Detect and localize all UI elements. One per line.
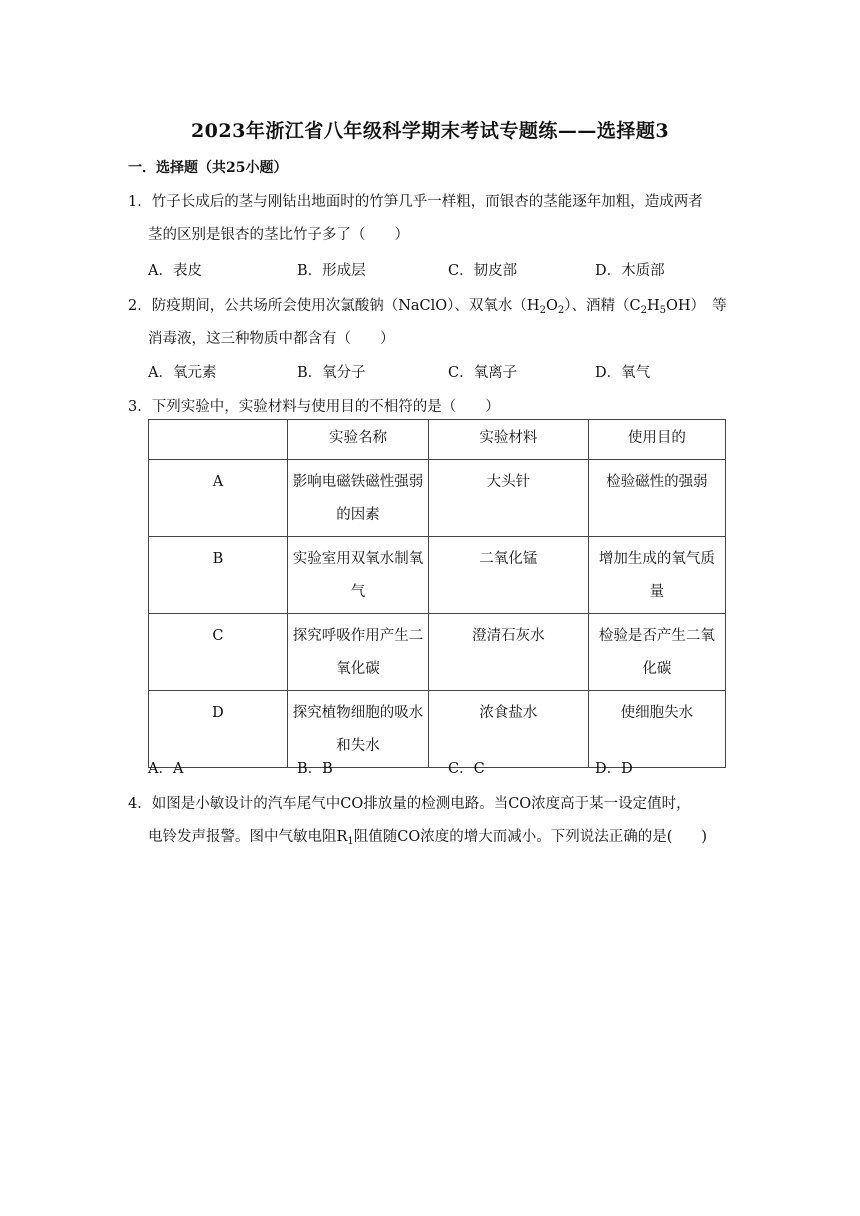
q2-subscript: 2 bbox=[557, 305, 565, 316]
q2-option-c: C．氧离子 bbox=[448, 365, 518, 381]
q2-option-d: D．氧气 bbox=[595, 365, 651, 381]
q2-text-part: 2．防疫期间，公共场所会使用次氯酸钠（NaClO）、双氧水（H bbox=[128, 298, 540, 314]
q4-subscript: 1 bbox=[347, 836, 354, 847]
q2-text-part: ）、酒精（C bbox=[564, 298, 641, 314]
q3-option-a: A．A bbox=[148, 761, 184, 777]
q3-line1: 3．下列实验中，实验材料与使用目的不相符的是（ ） bbox=[128, 399, 500, 415]
table-header-cell: 实验名称 bbox=[287, 420, 428, 460]
table-header-row bbox=[149, 420, 726, 460]
table-header-cell: 使用目的 bbox=[588, 420, 725, 460]
table-cell-purpose: 增加生成的氧气质量 bbox=[588, 537, 725, 614]
table-cell-material: 澄清石灰水 bbox=[428, 614, 588, 691]
q2-text-part: H bbox=[646, 298, 660, 314]
table-cell-label: C bbox=[149, 614, 288, 691]
table-cell-label: D bbox=[149, 691, 288, 768]
q4-line2 bbox=[148, 825, 707, 846]
table-row bbox=[149, 614, 726, 691]
q1-line2: 茎的区别是银杏的茎比竹子多了（ ） bbox=[148, 227, 409, 243]
q4-line1: 4．如图是小敏设计的汽车尾气中CO排放量的检测电路。当CO浓度高于某一设定值时， bbox=[128, 796, 691, 812]
page-title: 2023年浙江省八年级科学期末考试专题练——选择题3 bbox=[190, 120, 670, 142]
table-cell-material: 浓食盐水 bbox=[428, 691, 588, 768]
table-header-cell bbox=[149, 420, 288, 460]
table-cell-purpose: 检验磁性的强弱 bbox=[588, 460, 725, 537]
q1-option-d: D．木质部 bbox=[595, 263, 665, 279]
table-cell-material: 二氧化锰 bbox=[428, 537, 588, 614]
table-cell-name: 探究植物细胞的吸水和失水 bbox=[287, 691, 428, 768]
q4-text-part: 电铃发声报警。图中气敏电阻R bbox=[148, 829, 348, 845]
table-cell-label: A bbox=[149, 460, 288, 537]
q2-line2: 消毒液，这三种物质中都含有（ ） bbox=[148, 331, 395, 347]
table-row bbox=[149, 460, 726, 537]
q2-subscript: 5 bbox=[659, 305, 666, 316]
q1-option-b: B．形成层 bbox=[297, 263, 366, 279]
q1-line1: 1．竹子长成后的茎与刚钻出地面时的竹笋几乎一样粗，而银杏的茎能逐年加粗，造成两者 bbox=[128, 194, 703, 210]
q1-option-c: C．韧皮部 bbox=[448, 263, 518, 279]
q2-text-part: OH） 等 bbox=[665, 298, 727, 314]
table-cell-name: 影响电磁铁磁性强弱的因素 bbox=[287, 460, 428, 537]
q2-subscript: 2 bbox=[640, 305, 647, 316]
table-row bbox=[149, 537, 726, 614]
table-cell-name: 探究呼吸作用产生二氧化碳 bbox=[287, 614, 428, 691]
section-heading: 一．选择题（共25小题） bbox=[128, 160, 288, 176]
q3-option-c: C．C bbox=[448, 761, 485, 777]
table-cell-material: 大头针 bbox=[428, 460, 588, 537]
q2-text-part: O bbox=[545, 298, 558, 314]
table-cell-purpose: 使细胞失水 bbox=[588, 691, 725, 768]
q3-option-b: B．B bbox=[297, 761, 333, 777]
table-header-cell: 实验材料 bbox=[428, 420, 588, 460]
q3-option-d: D．D bbox=[595, 761, 633, 777]
table-cell-purpose: 检验是否产生二氧化碳 bbox=[588, 614, 725, 691]
q1-option-a: A．表皮 bbox=[148, 263, 202, 279]
q2-subscript: 2 bbox=[539, 305, 546, 316]
table-row bbox=[149, 691, 726, 768]
q2-option-b: B．氧分子 bbox=[297, 365, 366, 381]
experiment-table bbox=[148, 419, 726, 768]
q2-line1 bbox=[128, 294, 727, 315]
table-cell-label: B bbox=[149, 537, 288, 614]
q2-option-a: A．氧元素 bbox=[148, 365, 217, 381]
q4-text-part: 阻值随CO浓度的增大而减小。下列说法正确的是( ) bbox=[353, 829, 708, 845]
table-cell-name: 实验室用双氧水制氧气 bbox=[287, 537, 428, 614]
